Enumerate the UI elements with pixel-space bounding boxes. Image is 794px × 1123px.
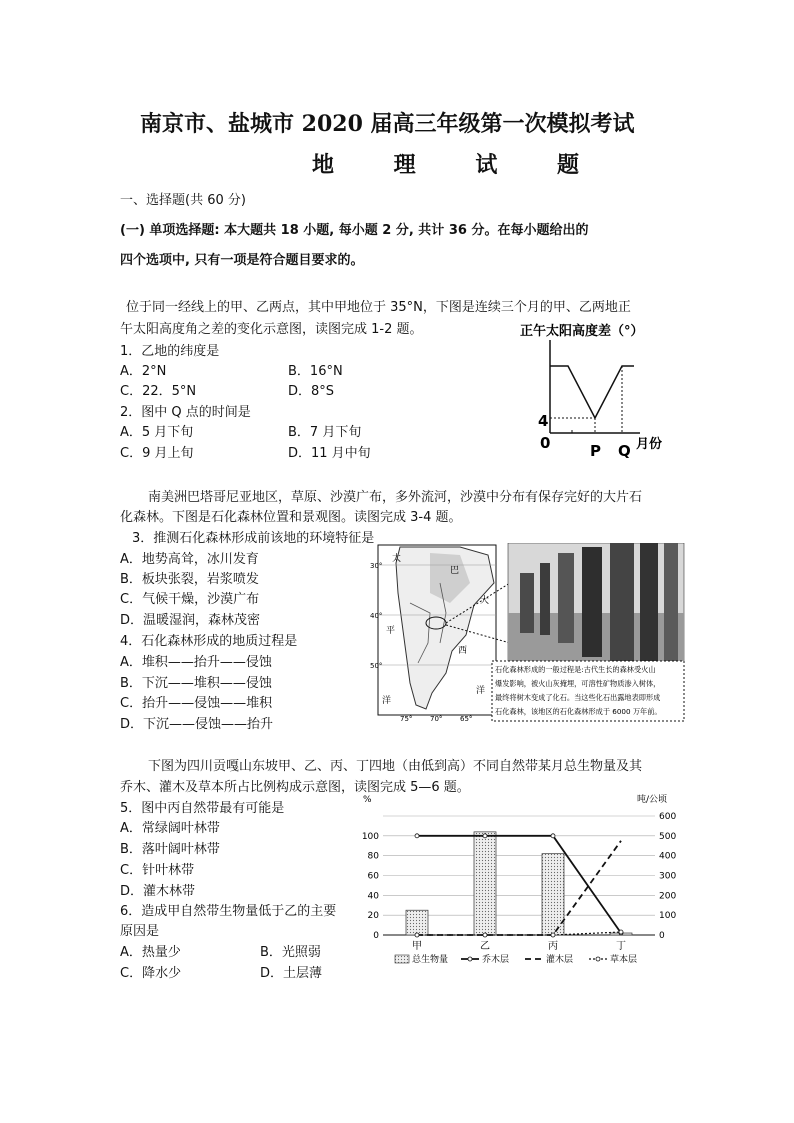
q2-stem: 2．图中 Q 点的时间是 (120, 405, 251, 420)
lon-label: 75° (400, 715, 413, 723)
section-heading: 一、选择题(共 60 分) (120, 193, 246, 208)
left-tick-label: 40 (367, 891, 379, 902)
q6-stem-1: 6．造成甲自然带生物量低于乙的主要 (120, 904, 337, 919)
passage1-line2: 午太阳高度角之差的变化示意图，读图完成 1-2 题。 (120, 322, 423, 337)
petrified-forest-photo (508, 543, 684, 661)
series-point (415, 834, 419, 838)
q3-stem: 3．推测石化森林形成前该地的环境特征是 (132, 531, 375, 546)
q6-option-b: B．光照弱 (260, 945, 321, 960)
q1-option-b: B．16°N (288, 364, 343, 379)
legend-label: 草本层 (610, 955, 638, 965)
left-tick-label: 100 (361, 831, 379, 842)
q5-option-d: D．灌木林带 (120, 884, 196, 899)
fig1-p-label: P (590, 442, 601, 460)
page-title: 南京市、盐城市 2020 届高三年级第一次模拟考试 (140, 111, 635, 137)
section-instructions-1: (一) 单项选择题: 本大题共 18 小题, 每小题 2 分, 共计 36 分。在每小题给出的 (120, 223, 589, 238)
q5-option-c: C．针叶林带 (120, 863, 195, 878)
passage3-line1: 下图为四川贡嘎山东坡甲、乙、丙、丁四地（由低到高）不同自然带某月总生物量及其 (148, 759, 643, 774)
fig1-y-tick: 4 (538, 412, 549, 430)
legend-marker (596, 957, 600, 961)
passage2-line1: 南美洲巴塔哥尼亚地区，草原、沙漠广布，多外流河，沙漠中分布有保存完好的大片石 (148, 490, 643, 505)
map-label: 洋 (476, 686, 486, 696)
left-tick-label: 80 (367, 851, 379, 862)
fig1-x-label: 月份 (636, 437, 663, 452)
q5-stem: 5．图中丙自然带最有可能是 (120, 801, 285, 816)
q1-option-a: A．2°N (120, 364, 167, 379)
passage3-line2: 乔木、灌木及草本所占比例构成示意图，读图完成 5—6 题。 (120, 780, 470, 795)
passage1-line1: 位于同一经线上的甲、乙两点，其中甲地位于 35°N，下图是连续三个月的甲、乙两地正 (126, 300, 631, 315)
left-tick-label: 60 (367, 871, 379, 882)
q6-option-a: A．热量少 (120, 945, 181, 960)
biomass-chart (355, 790, 695, 975)
right-tick-label: 400 (659, 851, 677, 862)
fig1-title: 正午太阳高度差（°） (520, 324, 644, 339)
lat-label: 30° (370, 562, 383, 570)
left-tick-label: 0 (373, 931, 379, 941)
category-label: 丁 (616, 941, 626, 952)
q3-option-d: D．温暖湿润，森林茂密 (120, 613, 261, 628)
q6-option-c: C．降水少 (120, 966, 182, 981)
category-label: 甲 (412, 941, 422, 952)
sun-altitude-figure (510, 318, 680, 468)
q2-option-b: B．7 月下旬 (288, 425, 362, 440)
q6-stem-2: 原因是 (120, 924, 160, 939)
right-tick-label: 300 (659, 871, 677, 882)
right-tick-label: 600 (659, 812, 677, 822)
series-point (483, 834, 487, 838)
right-tick-label: 100 (659, 911, 677, 922)
lon-label: 65° (460, 715, 473, 723)
legend-label: 乔木层 (482, 955, 510, 965)
series-line (417, 836, 621, 933)
caption-line: 石化森林，该地区的石化森林形成于 6000 万年前。 (495, 707, 662, 716)
series-point (415, 933, 419, 937)
map-label: 西 (458, 646, 468, 656)
biomass-bar (474, 832, 496, 935)
legend-swatch (395, 955, 409, 963)
q2-option-c: C．9 月上旬 (120, 446, 194, 461)
caption-line: 最终将树木变成了化石。当这些化石出露地表即形成 (495, 693, 661, 702)
fig1-q-label: Q (618, 442, 631, 460)
right-tick-label: 200 (659, 891, 677, 902)
q3-option-b: B．板块张裂，岩浆喷发 (120, 572, 259, 587)
q4-option-c: C．抬升——侵蚀——堆积 (120, 696, 273, 711)
petrified-forest-figure (370, 543, 688, 723)
fig1-curve (550, 366, 634, 418)
biomass-bar (406, 910, 428, 935)
section-instructions-2: 四个选项中, 只有一项是符合题目要求的。 (120, 253, 364, 268)
right-tick-label: 0 (659, 931, 665, 941)
right-tick-label: 500 (659, 831, 677, 842)
series-point (483, 933, 487, 937)
map-label: 巴 (450, 566, 460, 576)
lat-label: 40° (370, 612, 383, 620)
lat-label: 50° (370, 662, 383, 670)
passage2-line2: 化森林。下图是石化森林位置和景观图。读图完成 3-4 题。 (120, 510, 462, 525)
series-point (619, 930, 623, 934)
q3-option-a: A．地势高耸，冰川发育 (120, 552, 259, 567)
q5-option-a: A．常绿阔叶林带 (120, 821, 220, 836)
right-unit-label: 吨/公顷 (637, 795, 668, 805)
q2-option-d: D．11 月中旬 (288, 446, 371, 461)
lon-label: 70° (430, 715, 443, 723)
q4-option-a: A．堆积——抬升——侵蚀 (120, 655, 272, 670)
q4-stem: 4．石化森林形成的地质过程是 (120, 634, 298, 649)
map-label: 洋 (382, 696, 392, 706)
legend-label: 总生物量 (412, 955, 449, 965)
left-unit-label: % (363, 795, 372, 805)
q4-option-d: D．下沉——侵蚀——抬升 (120, 717, 274, 732)
legend-marker (468, 957, 472, 961)
q1-stem: 1．乙地的纬度是 (120, 344, 220, 359)
series-point (551, 834, 555, 838)
caption-line: 石化森林形成的一般过程是:古代生长的森林受火山 (495, 665, 656, 674)
series-point (551, 933, 555, 937)
q4-option-b: B．下沉——堆积——侵蚀 (120, 676, 272, 691)
q2-option-a: A．5 月下旬 (120, 425, 194, 440)
q3-option-c: C．气候干燥，沙漠广布 (120, 592, 260, 607)
page-subtitle: 地 理 试 题 (312, 152, 605, 178)
map-label: 太 (392, 554, 402, 564)
legend-label: 灌木层 (546, 955, 574, 965)
q5-option-b: B．落叶阔叶林带 (120, 842, 220, 857)
q1-option-d: D．8°S (288, 384, 335, 399)
left-tick-label: 20 (367, 911, 379, 922)
map-label: 大 (480, 596, 490, 606)
q6-option-d: D．土层薄 (260, 966, 323, 981)
q1-option-c: C．22．5°N (120, 384, 197, 399)
category-label: 丙 (548, 941, 558, 952)
map-label: 平 (386, 626, 396, 636)
fig1-origin: 0 (540, 434, 551, 452)
category-label: 乙 (480, 941, 490, 952)
caption-line: 爆发影响，被火山灰掩埋，可溶性矿物质渗入树体， (495, 679, 661, 688)
